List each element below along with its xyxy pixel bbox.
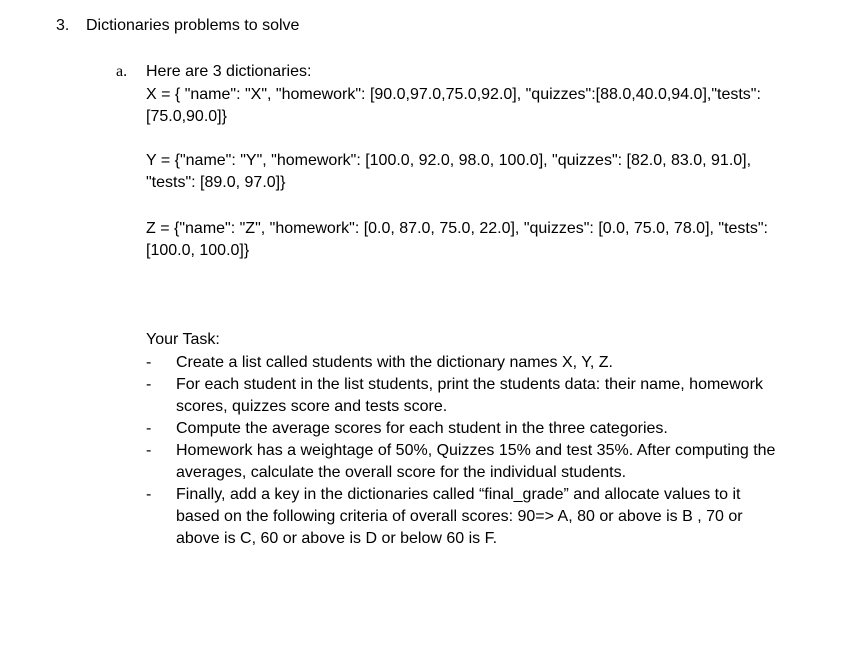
section-number: 3. [56, 17, 70, 34]
dictionary-line: [100.0, 100.0]} [146, 242, 250, 259]
dictionary-line: Y = {"name": "Y", "homework": [100.0, 92.0, 98.0, 100.0], "quizzes": [82.0, 83.0, 91.0], [146, 152, 752, 169]
dictionary-line: [75.0,90.0]} [146, 108, 227, 125]
bullet-dash: - [146, 376, 152, 393]
task-item [146, 352, 826, 374]
task-text: Compute the average scores for each student in the three categories. [176, 420, 668, 437]
task-text: based on the following criteria of overall scores: 90=> A, 80 or above is B , 70 or [176, 508, 743, 525]
task-list [146, 352, 826, 550]
section-title: Dictionaries problems to solve [86, 17, 300, 34]
task-item [146, 440, 826, 484]
task-text: averages, calculate the overall score for the individual students. [176, 464, 627, 481]
subsection-label: a. [116, 63, 128, 80]
bullet-dash: - [146, 442, 152, 459]
task-item [146, 484, 826, 550]
bullet-dash: - [146, 486, 152, 503]
dictionary-line: X = { "name": "X", "homework": [90.0,97.0,75.0,92.0], "quizzes":[88.0,40.0,94.0],"tests": [146, 86, 761, 103]
bullet-dash: - [146, 420, 152, 437]
task-item [146, 374, 826, 418]
task-text: scores, quizzes score and tests score. [176, 398, 448, 415]
task-text: For each student in the list students, print the students data: their name, homework [176, 376, 763, 393]
dictionary-z [146, 218, 826, 262]
task-text: Homework has a weightage of 50%, Quizzes 15% and test 35%. After computing the [176, 442, 776, 459]
section-heading [56, 16, 299, 36]
dictionary-x [146, 84, 826, 128]
subsection-intro: Here are 3 dictionaries: [146, 63, 312, 80]
task-text: Create a list called students with the dictionary names X, Y, Z. [176, 354, 613, 371]
task-text: Finally, add a key in the dictionaries called “final_grade” and allocate values to it [176, 486, 741, 503]
dictionary-line: Z = {"name": "Z", "homework": [0.0, 87.0, 75.0, 22.0], "quizzes": [0.0, 75.0, 78.0], "tests": [146, 220, 768, 237]
task-item [146, 418, 826, 440]
dictionary-y [146, 150, 826, 194]
dictionary-line: "tests": [89.0, 97.0]} [146, 174, 286, 191]
task-title: Your Task: [146, 331, 220, 348]
bullet-dash: - [146, 354, 152, 371]
task-text: above is C, 60 or above is D or below 60 is F. [176, 530, 498, 547]
